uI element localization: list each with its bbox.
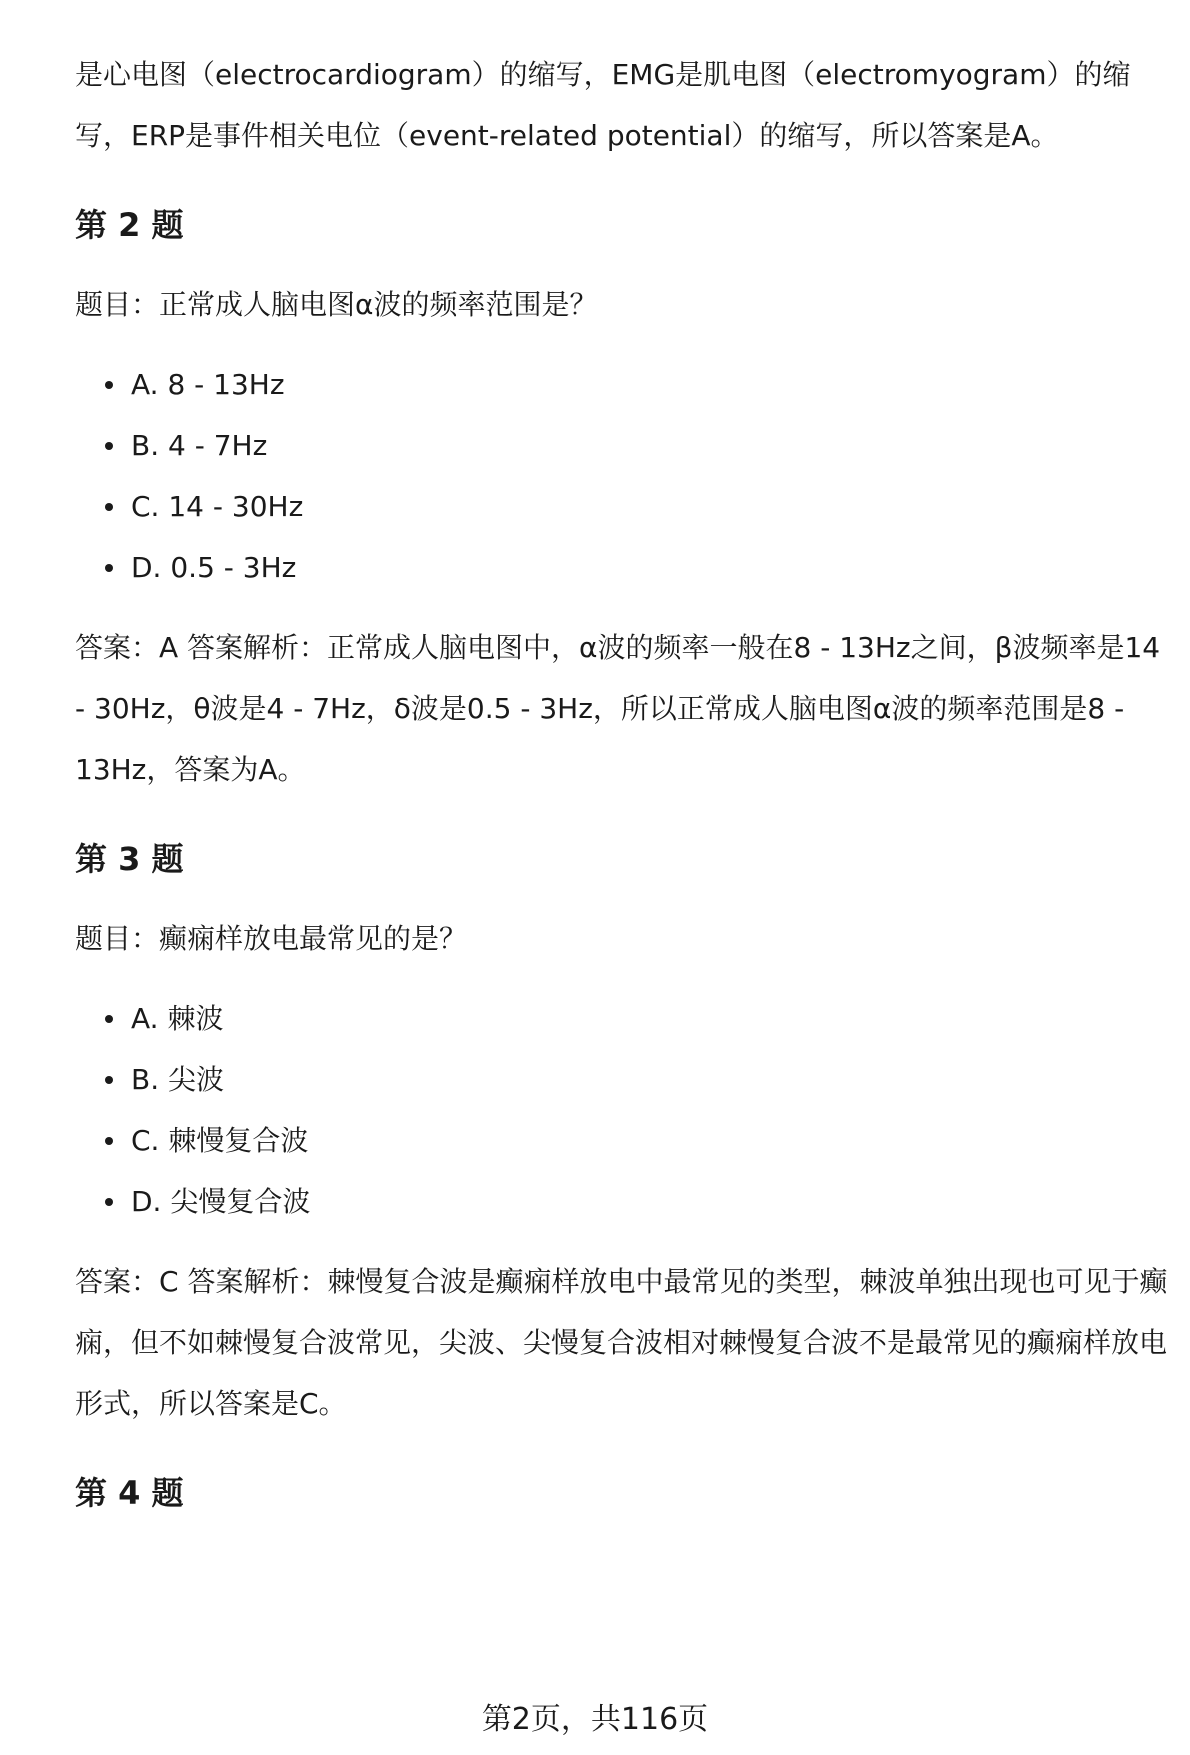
option-item (75, 354, 1175, 415)
question-title: 第 4 题 (75, 1474, 184, 1512)
option-label: D. 0.5 - 3Hz (131, 551, 297, 584)
option-label: B. 尖波 (131, 1063, 225, 1096)
option-label: C. 14 - 30Hz (131, 490, 304, 523)
option-label: C. 棘慢复合波 (131, 1124, 309, 1157)
intro-paragraph: 是心电图（electrocardiogram）的缩写，EMG是肌电图（electromyogram）的缩写，ERP是事件相关电位（event-related potential）的缩写，所以答案是A。 (75, 58, 1131, 152)
option-label: A. 棘波 (131, 1002, 224, 1035)
answer-explanation: 答案：C 答案解析：棘慢复合波是癫痫样放电中最常见的类型，棘波单独出现也可见于癫痫，但不如棘慢复合波常见，尖波、尖慢复合波相对棘慢复合波不是最常见的癫痫样放电形式，所以答案是C。 (75, 1265, 1168, 1420)
page-footer: 第2页，共116页 (481, 1702, 709, 1737)
option-label: B. 4 - 7Hz (131, 429, 268, 462)
question-stem: 题目：正常成人脑电图α波的频率范围是？ (75, 288, 598, 321)
option-item (75, 1110, 1175, 1171)
question-2 (75, 205, 1175, 800)
option-list (75, 354, 1175, 598)
bullet-icon (105, 1198, 113, 1206)
answer-explanation: 答案：A 答案解析：正常成人脑电图中，α波的频率一般在8 - 13Hz之间，β波频率是14 - 30Hz，θ波是4 - 7Hz，δ波是0.5 - 3Hz，所以正常成人脑电图α波的频率范围是8 - 13Hz，答案为A。 (75, 631, 1161, 786)
option-item (75, 1049, 1175, 1110)
bullet-icon (105, 503, 113, 511)
question-stem: 题目：癫痫样放电最常见的是？ (75, 922, 468, 955)
option-item (75, 476, 1175, 537)
bullet-icon (105, 1137, 113, 1145)
option-item (75, 415, 1175, 476)
option-item (75, 988, 1175, 1049)
option-item (75, 537, 1175, 598)
bullet-icon (105, 1015, 113, 1023)
option-list (75, 988, 1175, 1232)
bullet-icon (105, 381, 113, 389)
question-title: 第 2 题 (75, 206, 184, 244)
option-label: D. 尖慢复合波 (131, 1185, 311, 1218)
question-4 (75, 1473, 1175, 1513)
option-item (75, 1171, 1175, 1232)
bullet-icon (105, 442, 113, 450)
question-3 (75, 839, 1175, 1434)
question-title: 第 3 题 (75, 840, 184, 878)
option-label: A. 8 - 13Hz (131, 368, 285, 401)
bullet-icon (105, 1076, 113, 1084)
bullet-icon (105, 564, 113, 572)
document-page (75, 44, 1175, 1513)
